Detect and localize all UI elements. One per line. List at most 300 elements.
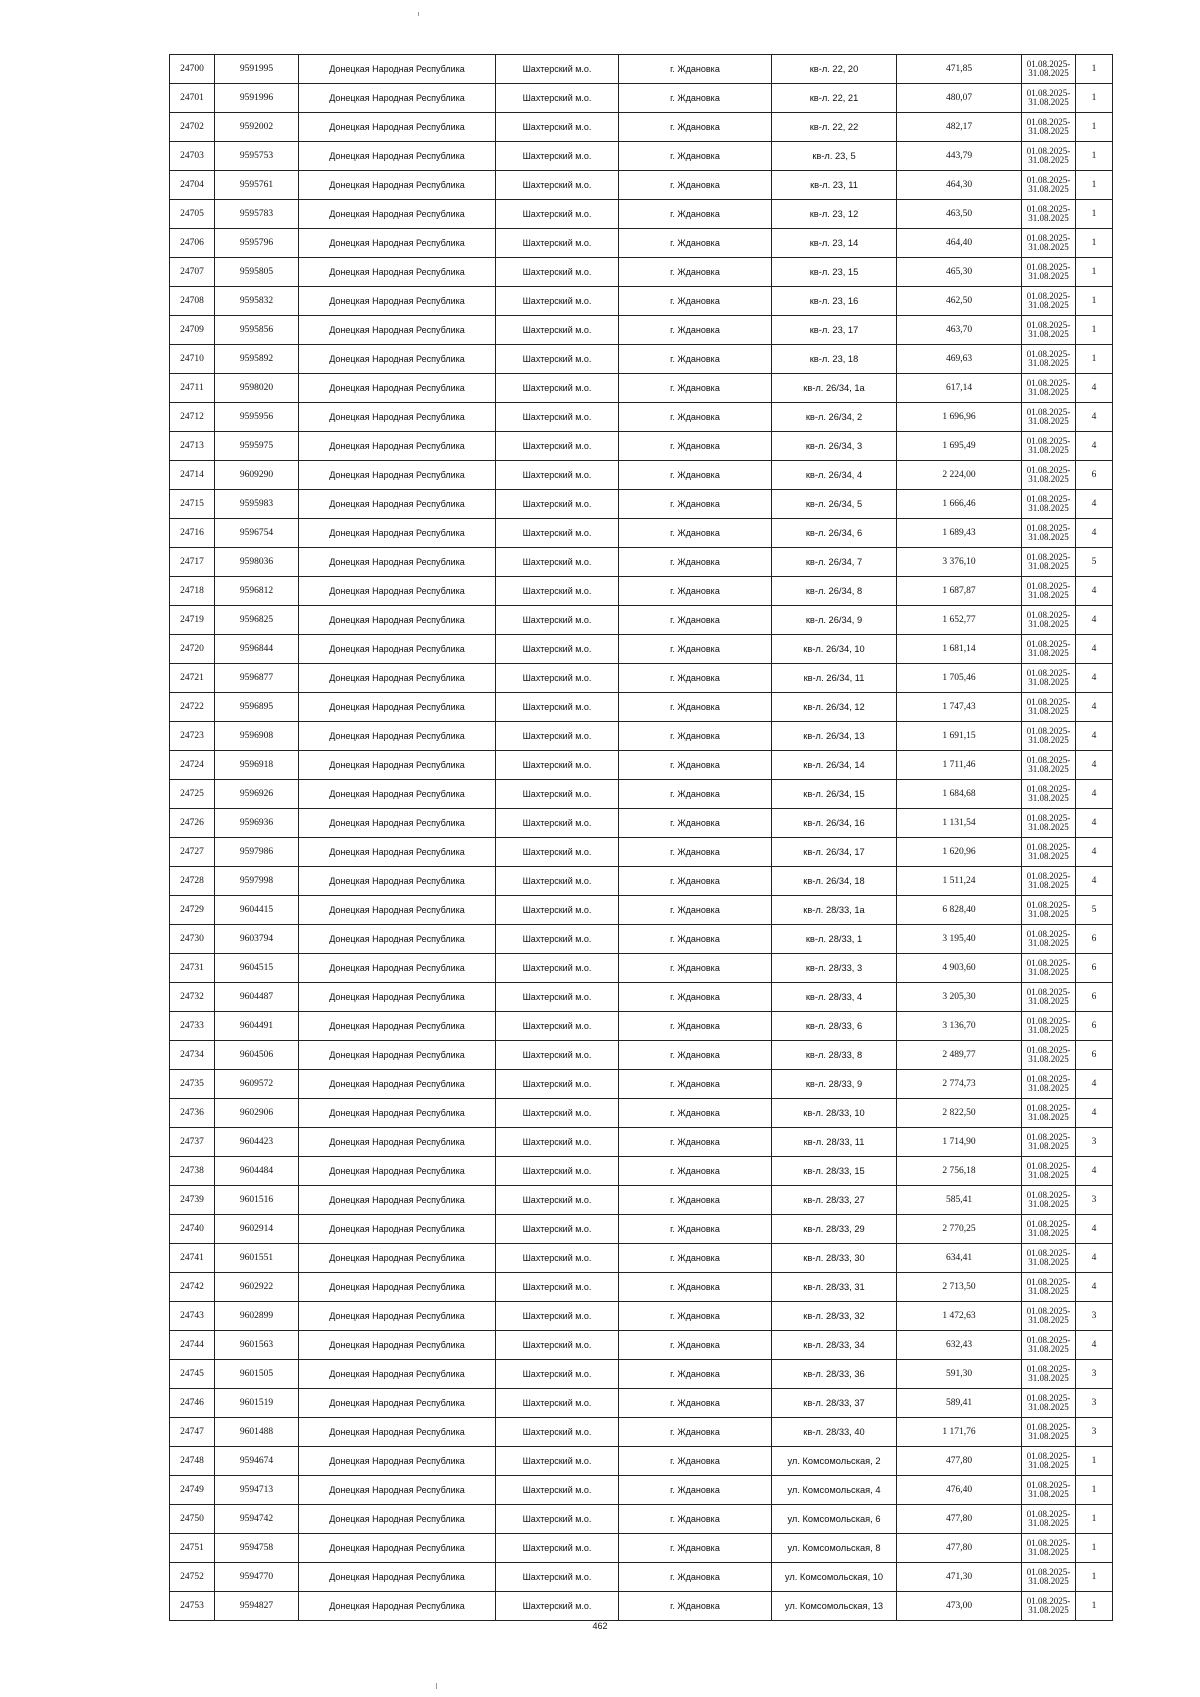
address-cell: кв-л. 28/33, 15 — [772, 1157, 897, 1186]
count-cell: 4 — [1076, 780, 1113, 809]
period-start: 01.08.2025- — [1026, 1538, 1071, 1548]
period-end: 31.08.2025 — [1028, 97, 1069, 107]
table-row — [170, 693, 1113, 722]
address-cell: кв-л. 28/33, 3 — [772, 954, 897, 983]
period-end: 31.08.2025 — [1028, 155, 1069, 165]
period-end: 31.08.2025 — [1028, 1489, 1069, 1499]
row-number-cell: 24728 — [170, 867, 215, 896]
period-start: 01.08.2025- — [1026, 1335, 1071, 1345]
municipality-cell: Шахтерский м.о. — [496, 1273, 619, 1302]
area-value-cell: 464,30 — [897, 171, 1022, 200]
area-value-cell: 1 691,15 — [897, 722, 1022, 751]
area-value-cell: 3 205,30 — [897, 983, 1022, 1012]
row-number-cell: 24701 — [170, 84, 215, 113]
object-code-cell: 9596877 — [215, 664, 299, 693]
address-cell: кв-л. 26/34, 2 — [772, 403, 897, 432]
period-cell — [1022, 751, 1076, 780]
count-cell: 4 — [1076, 1273, 1113, 1302]
municipality-cell: Шахтерский м.о. — [496, 1563, 619, 1592]
period-start: 01.08.2025- — [1026, 465, 1071, 475]
count-cell: 1 — [1076, 229, 1113, 258]
period-end: 31.08.2025 — [1028, 445, 1069, 455]
row-number-cell: 24712 — [170, 403, 215, 432]
area-value-cell: 464,40 — [897, 229, 1022, 258]
area-value-cell: 2 224,00 — [897, 461, 1022, 490]
address-cell: кв-л. 28/33, 40 — [772, 1418, 897, 1447]
row-number-cell: 24722 — [170, 693, 215, 722]
object-code-cell: 9602914 — [215, 1215, 299, 1244]
row-number-cell: 24751 — [170, 1534, 215, 1563]
period-start: 01.08.2025- — [1026, 813, 1071, 823]
region-cell: Донецкая Народная Республика — [299, 780, 496, 809]
area-value-cell: 2 756,18 — [897, 1157, 1022, 1186]
row-number-cell: 24741 — [170, 1244, 215, 1273]
row-number-cell: 24732 — [170, 983, 215, 1012]
municipality-cell: Шахтерский м.о. — [496, 693, 619, 722]
city-cell: г. Ждановка — [619, 1592, 772, 1621]
region-cell: Донецкая Народная Республика — [299, 171, 496, 200]
city-cell: г. Ждановка — [619, 983, 772, 1012]
period-end: 31.08.2025 — [1028, 242, 1069, 252]
region-cell: Донецкая Народная Республика — [299, 258, 496, 287]
area-value-cell: 6 828,40 — [897, 896, 1022, 925]
count-cell: 4 — [1076, 374, 1113, 403]
address-cell: кв-л. 26/34, 15 — [772, 780, 897, 809]
area-value-cell: 3 136,70 — [897, 1012, 1022, 1041]
area-value-cell: 482,17 — [897, 113, 1022, 142]
table-row — [170, 1389, 1113, 1418]
period-start: 01.08.2025- — [1026, 1219, 1071, 1229]
municipality-cell: Шахтерский м.о. — [496, 983, 619, 1012]
period-start: 01.08.2025- — [1026, 871, 1071, 881]
row-number-cell: 24743 — [170, 1302, 215, 1331]
object-code-cell: 9598020 — [215, 374, 299, 403]
period-cell — [1022, 1389, 1076, 1418]
period-start: 01.08.2025- — [1026, 146, 1071, 156]
city-cell: г. Ждановка — [619, 490, 772, 519]
object-code-cell: 9595975 — [215, 432, 299, 461]
period-start: 01.08.2025- — [1026, 552, 1071, 562]
area-value-cell: 3 195,40 — [897, 925, 1022, 954]
period-end: 31.08.2025 — [1028, 1373, 1069, 1383]
document-table-container — [169, 54, 1112, 1621]
object-code-cell: 9591996 — [215, 84, 299, 113]
region-cell: Донецкая Народная Республика — [299, 1244, 496, 1273]
count-cell: 6 — [1076, 461, 1113, 490]
row-number-cell: 24727 — [170, 838, 215, 867]
object-code-cell: 9595796 — [215, 229, 299, 258]
period-cell — [1022, 490, 1076, 519]
period-end: 31.08.2025 — [1028, 619, 1069, 629]
table-row — [170, 171, 1113, 200]
row-number-cell: 24703 — [170, 142, 215, 171]
region-cell: Донецкая Народная Республика — [299, 1447, 496, 1476]
object-code-cell: 9595783 — [215, 200, 299, 229]
address-cell: кв-л. 26/34, 18 — [772, 867, 897, 896]
period-start: 01.08.2025- — [1026, 349, 1071, 359]
region-cell: Донецкая Народная Республика — [299, 809, 496, 838]
region-cell: Донецкая Народная Республика — [299, 635, 496, 664]
period-end: 31.08.2025 — [1028, 1228, 1069, 1238]
period-cell — [1022, 577, 1076, 606]
address-cell: кв-л. 22, 22 — [772, 113, 897, 142]
city-cell: г. Ждановка — [619, 55, 772, 84]
region-cell: Донецкая Народная Республика — [299, 1331, 496, 1360]
period-start: 01.08.2025- — [1026, 407, 1071, 417]
municipality-cell: Шахтерский м.о. — [496, 1186, 619, 1215]
count-cell: 1 — [1076, 1476, 1113, 1505]
address-cell: кв-л. 26/34, 6 — [772, 519, 897, 548]
period-start: 01.08.2025- — [1026, 1045, 1071, 1055]
table-row — [170, 635, 1113, 664]
table-row — [170, 548, 1113, 577]
period-start: 01.08.2025- — [1026, 929, 1071, 939]
municipality-cell: Шахтерский м.о. — [496, 635, 619, 664]
period-end: 31.08.2025 — [1028, 1112, 1069, 1122]
period-end: 31.08.2025 — [1028, 126, 1069, 136]
row-number-cell: 24709 — [170, 316, 215, 345]
municipality-cell: Шахтерский м.о. — [496, 287, 619, 316]
region-cell: Донецкая Народная Республика — [299, 461, 496, 490]
address-cell: кв-л. 28/33, 6 — [772, 1012, 897, 1041]
count-cell: 1 — [1076, 287, 1113, 316]
count-cell: 6 — [1076, 983, 1113, 1012]
address-cell: кв-л. 28/33, 1 — [772, 925, 897, 954]
object-code-cell: 9604515 — [215, 954, 299, 983]
row-number-cell: 24707 — [170, 258, 215, 287]
object-code-cell: 9609290 — [215, 461, 299, 490]
municipality-cell: Шахтерский м.о. — [496, 1157, 619, 1186]
address-cell: кв-л. 28/33, 30 — [772, 1244, 897, 1273]
row-number-cell: 24716 — [170, 519, 215, 548]
city-cell: г. Ждановка — [619, 780, 772, 809]
object-code-cell: 9601488 — [215, 1418, 299, 1447]
area-value-cell: 2 822,50 — [897, 1099, 1022, 1128]
city-cell: г. Ждановка — [619, 1505, 772, 1534]
period-cell — [1022, 722, 1076, 751]
period-start: 01.08.2025- — [1026, 1074, 1071, 1084]
period-cell — [1022, 345, 1076, 374]
object-code-cell: 9596908 — [215, 722, 299, 751]
row-number-cell: 24733 — [170, 1012, 215, 1041]
period-start: 01.08.2025- — [1026, 1306, 1071, 1316]
period-start: 01.08.2025- — [1026, 1016, 1071, 1026]
period-end: 31.08.2025 — [1028, 938, 1069, 948]
region-cell: Донецкая Народная Республика — [299, 548, 496, 577]
count-cell: 3 — [1076, 1128, 1113, 1157]
table-row — [170, 1476, 1113, 1505]
municipality-cell: Шахтерский м.о. — [496, 722, 619, 751]
period-start: 01.08.2025- — [1026, 436, 1071, 446]
address-cell: кв-л. 26/34, 13 — [772, 722, 897, 751]
period-start: 01.08.2025- — [1026, 1567, 1071, 1577]
region-cell: Донецкая Народная Республика — [299, 113, 496, 142]
period-start: 01.08.2025- — [1026, 958, 1071, 968]
object-code-cell: 9596754 — [215, 519, 299, 548]
area-value-cell: 1 689,43 — [897, 519, 1022, 548]
area-value-cell: 463,50 — [897, 200, 1022, 229]
table-row — [170, 1186, 1113, 1215]
row-number-cell: 24713 — [170, 432, 215, 461]
object-code-cell: 9594674 — [215, 1447, 299, 1476]
period-end: 31.08.2025 — [1028, 996, 1069, 1006]
period-end: 31.08.2025 — [1028, 300, 1069, 310]
object-code-cell: 9595832 — [215, 287, 299, 316]
period-cell — [1022, 1505, 1076, 1534]
table-row — [170, 1244, 1113, 1273]
row-number-cell: 24710 — [170, 345, 215, 374]
region-cell: Донецкая Народная Республика — [299, 142, 496, 171]
municipality-cell: Шахтерский м.о. — [496, 1418, 619, 1447]
period-end: 31.08.2025 — [1028, 532, 1069, 542]
region-cell: Донецкая Народная Республика — [299, 664, 496, 693]
table-row — [170, 142, 1113, 171]
period-end: 31.08.2025 — [1028, 1547, 1069, 1557]
period-start: 01.08.2025- — [1026, 1277, 1071, 1287]
count-cell: 4 — [1076, 519, 1113, 548]
count-cell: 1 — [1076, 316, 1113, 345]
address-cell: кв-л. 23, 12 — [772, 200, 897, 229]
region-cell: Донецкая Народная Республика — [299, 693, 496, 722]
object-code-cell: 9609572 — [215, 1070, 299, 1099]
municipality-cell: Шахтерский м.о. — [496, 1302, 619, 1331]
table-row — [170, 1447, 1113, 1476]
period-cell — [1022, 693, 1076, 722]
period-start: 01.08.2025- — [1026, 262, 1071, 272]
municipality-cell: Шахтерский м.о. — [496, 954, 619, 983]
table-row — [170, 954, 1113, 983]
period-cell — [1022, 1041, 1076, 1070]
municipality-cell: Шахтерский м.о. — [496, 84, 619, 113]
address-cell: кв-л. 28/33, 10 — [772, 1099, 897, 1128]
object-code-cell: 9591995 — [215, 55, 299, 84]
page-number: 462 — [592, 1621, 608, 1631]
table-row — [170, 84, 1113, 113]
count-cell: 3 — [1076, 1418, 1113, 1447]
row-number-cell: 24740 — [170, 1215, 215, 1244]
period-start: 01.08.2025- — [1026, 1190, 1071, 1200]
object-code-cell: 9596936 — [215, 809, 299, 838]
address-cell: кв-л. 22, 21 — [772, 84, 897, 113]
period-cell — [1022, 84, 1076, 113]
period-end: 31.08.2025 — [1028, 967, 1069, 977]
period-cell — [1022, 838, 1076, 867]
object-code-cell: 9596918 — [215, 751, 299, 780]
area-value-cell: 2 713,50 — [897, 1273, 1022, 1302]
period-cell — [1022, 113, 1076, 142]
object-code-cell: 9594758 — [215, 1534, 299, 1563]
city-cell: г. Ждановка — [619, 838, 772, 867]
row-number-cell: 24734 — [170, 1041, 215, 1070]
period-cell — [1022, 200, 1076, 229]
period-cell — [1022, 664, 1076, 693]
row-number-cell: 24719 — [170, 606, 215, 635]
object-code-cell: 9602899 — [215, 1302, 299, 1331]
city-cell: г. Ждановка — [619, 548, 772, 577]
count-cell: 4 — [1076, 403, 1113, 432]
period-cell — [1022, 229, 1076, 258]
municipality-cell: Шахтерский м.о. — [496, 838, 619, 867]
row-number-cell: 24723 — [170, 722, 215, 751]
city-cell: г. Ждановка — [619, 1418, 772, 1447]
area-value-cell: 1 695,49 — [897, 432, 1022, 461]
area-value-cell: 1 696,96 — [897, 403, 1022, 432]
address-cell: кв-л. 26/34, 12 — [772, 693, 897, 722]
city-cell: г. Ждановка — [619, 1012, 772, 1041]
row-number-cell: 24735 — [170, 1070, 215, 1099]
municipality-cell: Шахтерский м.о. — [496, 519, 619, 548]
municipality-cell: Шахтерский м.о. — [496, 925, 619, 954]
period-end: 31.08.2025 — [1028, 1402, 1069, 1412]
region-cell: Донецкая Народная Республика — [299, 1563, 496, 1592]
count-cell: 1 — [1076, 171, 1113, 200]
municipality-cell: Шахтерский м.о. — [496, 1012, 619, 1041]
period-end: 31.08.2025 — [1028, 735, 1069, 745]
address-cell: ул. Комсомольская, 13 — [772, 1592, 897, 1621]
area-value-cell: 1 681,14 — [897, 635, 1022, 664]
row-number-cell: 24715 — [170, 490, 215, 519]
period-cell — [1022, 432, 1076, 461]
municipality-cell: Шахтерский м.о. — [496, 1592, 619, 1621]
object-code-cell: 9603794 — [215, 925, 299, 954]
row-number-cell: 24714 — [170, 461, 215, 490]
period-cell — [1022, 55, 1076, 84]
municipality-cell: Шахтерский м.о. — [496, 1070, 619, 1099]
period-start: 01.08.2025- — [1026, 639, 1071, 649]
region-cell: Донецкая Народная Республика — [299, 1273, 496, 1302]
city-cell: г. Ждановка — [619, 1302, 772, 1331]
area-value-cell: 477,80 — [897, 1534, 1022, 1563]
period-cell — [1022, 316, 1076, 345]
period-start: 01.08.2025- — [1026, 204, 1071, 214]
period-start: 01.08.2025- — [1026, 1161, 1071, 1171]
table-row — [170, 925, 1113, 954]
city-cell: г. Ждановка — [619, 1476, 772, 1505]
row-number-cell: 24717 — [170, 548, 215, 577]
area-value-cell: 2 774,73 — [897, 1070, 1022, 1099]
table-row — [170, 1215, 1113, 1244]
table-row — [170, 374, 1113, 403]
period-cell — [1022, 403, 1076, 432]
address-cell: ул. Комсомольская, 4 — [772, 1476, 897, 1505]
count-cell: 4 — [1076, 1331, 1113, 1360]
object-code-cell: 9596895 — [215, 693, 299, 722]
address-cell: кв-л. 28/33, 37 — [772, 1389, 897, 1418]
city-cell: г. Ждановка — [619, 316, 772, 345]
city-cell: г. Ждановка — [619, 809, 772, 838]
table-row — [170, 1157, 1113, 1186]
region-cell: Донецкая Народная Республика — [299, 896, 496, 925]
period-end: 31.08.2025 — [1028, 1431, 1069, 1441]
period-start: 01.08.2025- — [1026, 1248, 1071, 1258]
area-value-cell: 1 747,43 — [897, 693, 1022, 722]
period-start: 01.08.2025- — [1026, 697, 1071, 707]
city-cell: г. Ждановка — [619, 229, 772, 258]
region-cell: Донецкая Народная Республика — [299, 1476, 496, 1505]
city-cell: г. Ждановка — [619, 258, 772, 287]
object-code-cell: 9595805 — [215, 258, 299, 287]
period-cell — [1022, 1012, 1076, 1041]
city-cell: г. Ждановка — [619, 1331, 772, 1360]
city-cell: г. Ждановка — [619, 345, 772, 374]
row-number-cell: 24704 — [170, 171, 215, 200]
region-cell: Донецкая Народная Республика — [299, 1128, 496, 1157]
period-start: 01.08.2025- — [1026, 291, 1071, 301]
table-row — [170, 432, 1113, 461]
period-end: 31.08.2025 — [1028, 474, 1069, 484]
period-end: 31.08.2025 — [1028, 1576, 1069, 1586]
object-code-cell: 9595753 — [215, 142, 299, 171]
period-start: 01.08.2025- — [1026, 581, 1071, 591]
region-cell: Донецкая Народная Республика — [299, 983, 496, 1012]
table-row — [170, 664, 1113, 693]
municipality-cell: Шахтерский м.о. — [496, 142, 619, 171]
table-row — [170, 490, 1113, 519]
row-number-cell: 24725 — [170, 780, 215, 809]
city-cell: г. Ждановка — [619, 606, 772, 635]
city-cell: г. Ждановка — [619, 142, 772, 171]
table-row — [170, 1418, 1113, 1447]
table-row — [170, 403, 1113, 432]
object-code-cell: 9601505 — [215, 1360, 299, 1389]
city-cell: г. Ждановка — [619, 751, 772, 780]
table-row — [170, 1099, 1113, 1128]
period-end: 31.08.2025 — [1028, 68, 1069, 78]
object-code-cell: 9596825 — [215, 606, 299, 635]
area-value-cell: 465,30 — [897, 258, 1022, 287]
row-number-cell: 24708 — [170, 287, 215, 316]
scan-artifact — [418, 12, 419, 16]
object-code-cell: 9601516 — [215, 1186, 299, 1215]
object-code-cell: 9604506 — [215, 1041, 299, 1070]
period-start: 01.08.2025- — [1026, 175, 1071, 185]
object-code-cell: 9604423 — [215, 1128, 299, 1157]
address-cell: кв-л. 23, 15 — [772, 258, 897, 287]
region-cell: Донецкая Народная Республика — [299, 1389, 496, 1418]
period-cell — [1022, 635, 1076, 664]
period-start: 01.08.2025- — [1026, 1422, 1071, 1432]
period-end: 31.08.2025 — [1028, 387, 1069, 397]
address-cell: кв-л. 23, 16 — [772, 287, 897, 316]
object-code-cell: 9604484 — [215, 1157, 299, 1186]
municipality-cell: Шахтерский м.о. — [496, 403, 619, 432]
object-code-cell: 9595956 — [215, 403, 299, 432]
area-value-cell: 585,41 — [897, 1186, 1022, 1215]
table-row — [170, 1331, 1113, 1360]
period-start: 01.08.2025- — [1026, 842, 1071, 852]
address-cell: кв-л. 26/34, 10 — [772, 635, 897, 664]
table-body — [170, 55, 1113, 1621]
table-row — [170, 722, 1113, 751]
period-end: 31.08.2025 — [1028, 184, 1069, 194]
municipality-cell: Шахтерский м.о. — [496, 374, 619, 403]
municipality-cell: Шахтерский м.о. — [496, 55, 619, 84]
period-end: 31.08.2025 — [1028, 909, 1069, 919]
row-number-cell: 24748 — [170, 1447, 215, 1476]
table-row — [170, 751, 1113, 780]
region-cell: Донецкая Народная Республика — [299, 577, 496, 606]
object-code-cell: 9602906 — [215, 1099, 299, 1128]
period-cell — [1022, 1128, 1076, 1157]
table-row — [170, 519, 1113, 548]
period-end: 31.08.2025 — [1028, 1286, 1069, 1296]
period-end: 31.08.2025 — [1028, 1518, 1069, 1528]
region-cell: Донецкая Народная Республика — [299, 1186, 496, 1215]
object-code-cell: 9596844 — [215, 635, 299, 664]
municipality-cell: Шахтерский м.о. — [496, 258, 619, 287]
period-start: 01.08.2025- — [1026, 900, 1071, 910]
object-code-cell: 9595856 — [215, 316, 299, 345]
